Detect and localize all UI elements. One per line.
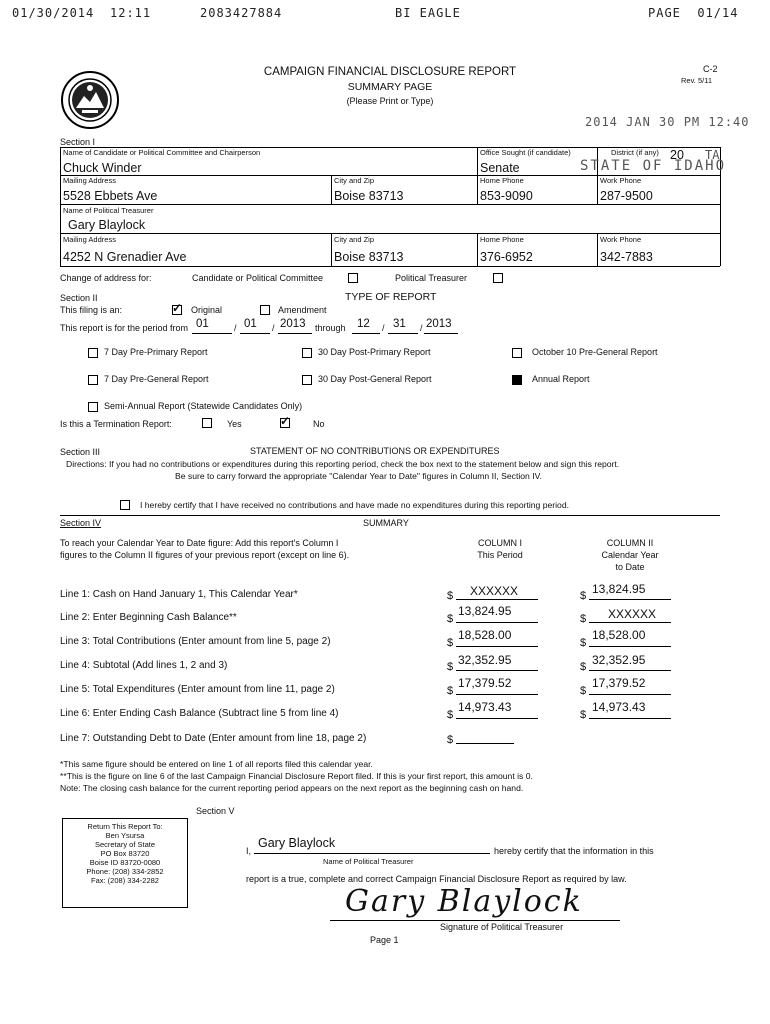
return-city: Boise ID 83720-0080	[89, 858, 161, 867]
annual-label: Annual Report	[532, 374, 590, 384]
return-address-box	[62, 818, 188, 908]
line1-label: Line 1: Cash on Hand January 1, This Calendar Year*	[60, 589, 298, 600]
termination-yes-checkbox[interactable]	[202, 418, 212, 428]
form-rev: Rev. 5/11	[681, 76, 712, 85]
line3-col2: 18,528.00	[592, 628, 646, 642]
line4-col1: 32,352.95	[458, 653, 512, 667]
district-label: District (if any)	[611, 148, 659, 157]
candidate-name: Chuck Winder	[63, 161, 142, 175]
return-po: PO Box 83720	[100, 849, 150, 858]
line2-col2: XXXXXX	[608, 607, 657, 621]
line2-label: Line 2: Enter Beginning Cash Balance**	[60, 612, 237, 623]
column2-title: COLUMN II	[606, 538, 654, 548]
t-home-phone: 376-6952	[480, 250, 533, 264]
change-treasurer-label: Political Treasurer	[395, 273, 468, 283]
mailing-address: 5528 Ebbets Ave	[63, 189, 158, 203]
line6-dollar-c2: $	[580, 709, 587, 721]
column2-sub2: to Date	[615, 562, 645, 572]
line5-dollar-c1: $	[447, 685, 454, 697]
summary-intro1: To reach your Calendar Year to Date figure: Add this report's Column I	[60, 538, 339, 548]
amendment-label: Amendment	[278, 305, 327, 315]
district: 20	[670, 148, 684, 162]
october-checkbox[interactable]	[512, 348, 522, 358]
post-general-label: 30 Day Post-General Report	[318, 374, 432, 384]
return-phone: Phone: (208) 334-2852	[86, 867, 164, 876]
section1-label: Section I	[60, 137, 96, 147]
column1-title: COLUMN I	[477, 538, 522, 548]
t-home-label: Home Phone	[480, 235, 524, 244]
summary-intro2: figures to the Column II figures of your previous report (except on line 6).	[60, 550, 350, 560]
post-primary-checkbox[interactable]	[302, 348, 312, 358]
fax-time: 12:11	[110, 6, 152, 20]
line7-dollar-c1: $	[447, 734, 454, 746]
form-id: C-2	[703, 64, 718, 74]
no-activity-checkbox[interactable]	[120, 500, 130, 510]
office-label: Office Sought (if candidate)	[480, 148, 571, 157]
line2-dollar-c1: $	[447, 613, 454, 625]
line5-col2: 17,379.52	[592, 676, 646, 690]
through-label: through	[315, 323, 346, 333]
signature: Gary Blaylock	[345, 884, 583, 919]
post-general-checkbox[interactable]	[302, 375, 312, 385]
column2-sub: Calendar Year	[601, 550, 659, 560]
line4-col2: 32,352.95	[592, 653, 646, 667]
treasurer-label: Name of Political Treasurer	[63, 206, 154, 215]
section3-label: Section III	[60, 447, 101, 457]
return-name: Ben Ysursa	[105, 831, 145, 840]
to-month: 12	[357, 318, 370, 330]
stamp-right: TA	[705, 148, 720, 162]
line5-label: Line 5: Total Expenditures (Enter amount from line 11, page 2)	[60, 684, 335, 695]
home-phone-label: Home Phone	[480, 176, 524, 185]
return-fax: Fax: (208) 334-2282	[91, 876, 159, 885]
mailing-label: Mailing Address	[63, 176, 116, 185]
city-label: City and Zip	[334, 176, 375, 185]
city-zip: Boise 83713	[334, 189, 404, 203]
pre-general-label: 7 Day Pre-General Report	[104, 374, 209, 384]
post-primary-label: 30 Day Post-Primary Report	[318, 347, 431, 357]
line3-dollar-c2: $	[580, 637, 587, 649]
october-label: October 10 Pre-General Report	[532, 347, 658, 357]
t-work-phone: 342-7883	[600, 250, 653, 264]
line2-col1: 13,824.95	[458, 604, 512, 618]
certify-text2: report is a true, complete and correct Campaign Financial Disclosure Report as required by law.	[246, 874, 627, 884]
page-number: Page 1	[370, 935, 399, 945]
pre-primary-checkbox[interactable]	[88, 348, 98, 358]
line5-col1: 17,379.52	[458, 676, 512, 690]
termination-yes-label: Yes	[227, 419, 242, 429]
office-sought: Senate	[480, 161, 520, 175]
work-phone-label: Work Phone	[600, 176, 642, 185]
t-mailing-label: Mailing Address	[63, 235, 116, 244]
fax-sender: BI EAGLE	[395, 6, 461, 20]
original-checkbox[interactable]	[172, 305, 182, 315]
state-seal-icon	[60, 70, 120, 130]
report-subtitle: SUMMARY PAGE	[347, 81, 433, 93]
line1-dollar-c1: $	[447, 590, 454, 602]
column1-sub: This Period	[477, 550, 523, 560]
fax-page: PAGE 01/14	[648, 6, 739, 20]
period-label: This report is for the period from	[60, 323, 189, 333]
no-activity-label: I hereby certify that I have received no contributions and have made no expenditures during this reporting period.	[140, 500, 569, 510]
line4-dollar-c1: $	[447, 661, 454, 673]
name-label: Name of Candidate or Political Committee and Chairperson	[63, 148, 261, 157]
t-mailing-address: 4252 N Grenadier Ave	[63, 250, 187, 264]
fax-date: 01/30/2014	[12, 6, 95, 20]
change-label: Change of address for:	[60, 273, 152, 283]
line3-dollar-c1: $	[447, 637, 454, 649]
type-of-report: TYPE OF REPORT	[345, 291, 437, 303]
termination-no-label: No	[313, 419, 325, 429]
to-day: 31	[393, 318, 406, 330]
fax-number: 2083427884	[200, 6, 283, 20]
termination-label: Is this a Termination Report:	[60, 419, 172, 429]
t-city-label: City and Zip	[334, 235, 375, 244]
change-treasurer-checkbox[interactable]	[493, 273, 503, 283]
t-city-zip: Boise 83713	[334, 250, 404, 264]
certify-name-label: Name of Political Treasurer	[323, 857, 414, 866]
change-candidate-label: Candidate or Political Committee	[192, 273, 324, 283]
section4-label: Section IV	[60, 518, 102, 528]
semi-annual-checkbox[interactable]	[88, 402, 98, 412]
received-stamp: 2014 JAN 30 PM 12:40	[585, 115, 750, 129]
line4-dollar-c2: $	[580, 661, 587, 673]
line7-label: Line 7: Outstanding Debt to Date (Enter amount from line 18, page 2)	[60, 733, 367, 744]
certify-text1: hereby certify that the information in this	[494, 846, 654, 856]
pre-general-checkbox[interactable]	[88, 375, 98, 385]
signature-label: Signature of Political Treasurer	[440, 922, 564, 932]
treasurer-name: Gary Blaylock	[68, 218, 146, 232]
certify-i: I,	[246, 846, 252, 856]
work-phone: 287-9500	[600, 189, 653, 203]
section3-carry: Be sure to carry forward the appropriate "Calendar Year to Date" figures in Column II, Section IV.	[175, 471, 542, 481]
line1-dollar-c2: $	[580, 590, 587, 602]
annual-checkbox[interactable]	[512, 375, 522, 385]
line1-col1: XXXXXX	[470, 584, 519, 598]
line1-col2: 13,824.95	[592, 582, 646, 596]
t-work-label: Work Phone	[600, 235, 642, 244]
footnote-3: Note: The closing cash balance for the current reporting period appears on the next report as the beginning cash on hand.	[60, 783, 524, 793]
section3-directions: Directions: If you had no contributions or expenditures during this reporting period, check the box next to the statement below and sign this report.	[66, 459, 620, 469]
semi-annual-label: Semi-Annual Report (Statewide Candidates Only)	[104, 401, 303, 411]
report-title: CAMPAIGN FINANCIAL DISCLOSURE REPORT	[263, 66, 517, 78]
termination-no-checkbox[interactable]	[280, 418, 290, 428]
from-month: 01	[196, 318, 209, 330]
home-phone: 853-9090	[480, 189, 533, 203]
section2-label: Section II	[60, 293, 98, 303]
section3-title: STATEMENT OF NO CONTRIBUTIONS OR EXPENDITURES	[250, 446, 500, 456]
line3-col1: 18,528.00	[458, 628, 512, 642]
line6-col2: 14,973.43	[592, 700, 646, 714]
return-title: Return This Report To:	[87, 822, 163, 831]
to-year: 2013	[426, 318, 452, 330]
line6-col1: 14,973.43	[458, 700, 512, 714]
line4-label: Line 4: Subtotal (Add lines 1, 2 and 3)	[60, 660, 228, 671]
line6-label: Line 6: Enter Ending Cash Balance (Subtract line 5 from line 4)	[60, 708, 339, 719]
amendment-checkbox[interactable]	[260, 305, 270, 315]
return-office: Secretary of State	[94, 840, 156, 849]
certify-name: Gary Blaylock	[258, 836, 336, 850]
line2-dollar-c2: $	[580, 613, 587, 625]
report-note: (Please Print or Type)	[346, 96, 434, 106]
line6-dollar-c1: $	[447, 709, 454, 721]
from-year: 2013	[280, 318, 306, 330]
footnote-1: *This same figure should be entered on line 1 of all reports filed this calendar year.	[60, 759, 373, 769]
from-day: 01	[244, 318, 257, 330]
filing-label: This filing is an:	[60, 305, 123, 315]
change-candidate-checkbox[interactable]	[348, 273, 358, 283]
footnote-2: **This is the figure on line 6 of the last Campaign Financial Disclosure Report filed. If this is your first report, this amount is 0.	[60, 771, 533, 781]
section5-label: Section V	[196, 806, 235, 816]
pre-primary-label: 7 Day Pre-Primary Report	[104, 347, 208, 357]
original-label: Original	[191, 305, 223, 315]
stamp-state: STATE OF IDAHO	[580, 158, 727, 174]
line5-dollar-c2: $	[580, 685, 587, 697]
line3-label: Line 3: Total Contributions (Enter amount from line 5, page 2)	[60, 636, 331, 647]
summary-title: SUMMARY	[363, 518, 409, 528]
